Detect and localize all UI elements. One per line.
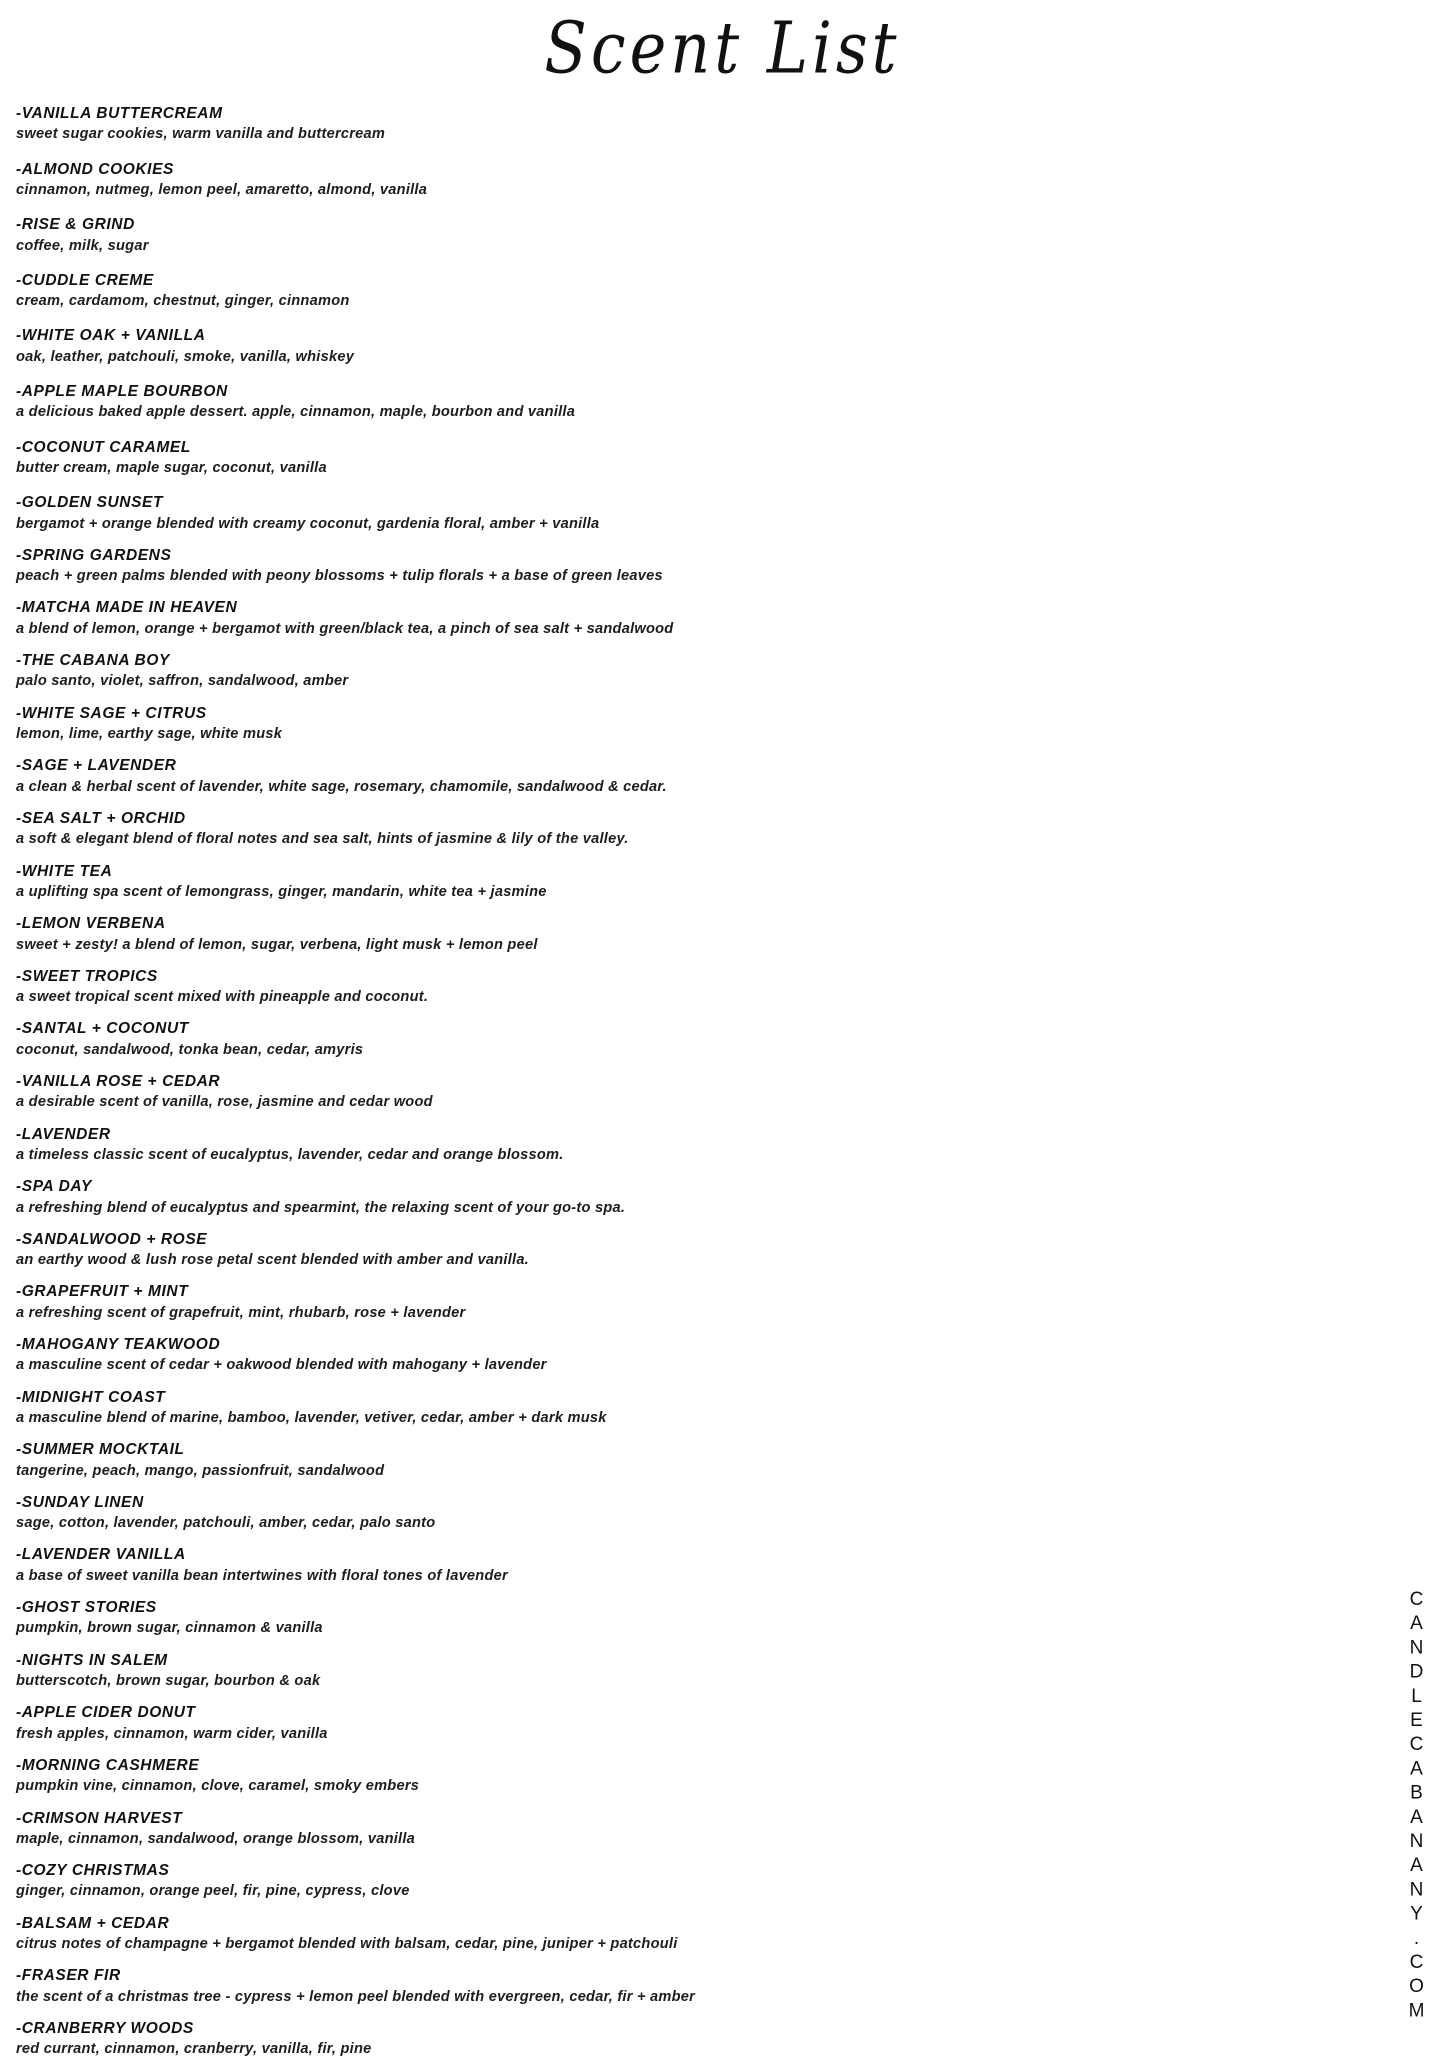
scent-entry — [16, 104, 1316, 144]
scent-entry — [16, 1072, 1316, 1112]
scent-name: -NIGHTS IN SALEM — [16, 1651, 168, 1669]
scent-entry — [16, 382, 1316, 422]
scent-name: -LEMON VERBENA — [16, 915, 166, 933]
scent-name: -SUMMER MOCKTAIL — [16, 1441, 185, 1459]
scent-entry — [16, 1545, 1316, 1585]
scent-entry — [16, 1177, 1316, 1217]
scent-entry — [16, 546, 1316, 586]
scent-entry — [16, 1230, 1316, 1270]
scent-notes: fresh apples, cinnamon, warm cider, vanilla — [16, 1725, 328, 1742]
scent-notes: a refreshing scent of grapefruit, mint, rhubarb, rose + lavender — [16, 1304, 466, 1321]
scent-name: -WHITE SAGE + CITRUS — [16, 704, 207, 722]
scent-name: -CRANBERRY WOODS — [16, 2019, 194, 2037]
scent-name: -GOLDEN SUNSET — [16, 494, 164, 512]
scent-name: -SPA DAY — [16, 1178, 92, 1196]
scent-name: -WHITE TEA — [16, 862, 113, 880]
scent-entry — [16, 271, 1316, 311]
scent-notes: tangerine, peach, mango, passionfruit, sandalwood — [16, 1462, 385, 1479]
scent-name: -FRASER FIR — [16, 1967, 121, 1985]
scent-entry — [16, 1335, 1316, 1375]
scent-name: -SANTAL + COCONUT — [16, 1020, 189, 1038]
scent-entry — [16, 1019, 1316, 1059]
scent-name: -GHOST STORIES — [16, 1599, 157, 1617]
scent-entry — [16, 2019, 1316, 2059]
scent-name: -SWEET TROPICS — [16, 967, 158, 985]
scent-notes: sage, cotton, lavender, patchouli, amber, cedar, palo santo — [16, 1515, 436, 1532]
scent-name: -LAVENDER VANILLA — [16, 1546, 186, 1564]
scent-name: -CUDDLE CREME — [16, 271, 154, 289]
scent-entry — [16, 1703, 1316, 1743]
scent-entry — [16, 809, 1316, 849]
scent-notes: lemon, lime, earthy sage, white musk — [16, 726, 283, 743]
scent-notes: sweet sugar cookies, warm vanilla and buttercream — [16, 126, 386, 143]
scent-notes: a sweet tropical scent mixed with pineapple and coconut. — [16, 989, 429, 1006]
scent-name: -BALSAM + CEDAR — [16, 1914, 170, 1932]
scent-name: -SEA SALT + ORCHID — [16, 809, 186, 827]
scent-notes: coffee, milk, sugar — [16, 237, 149, 254]
scent-notes: a refreshing blend of eucalyptus and spearmint, the relaxing scent of your go-to spa. — [16, 1199, 626, 1216]
scent-name: -COZY CHRISTMAS — [16, 1862, 170, 1880]
scent-entry — [16, 756, 1316, 796]
scent-entry — [16, 1914, 1316, 1954]
scent-name: -THE CABANA BOY — [16, 652, 170, 670]
scent-notes: a base of sweet vanilla bean intertwines with floral tones of lavender — [16, 1567, 508, 1584]
scent-entry — [16, 1440, 1316, 1480]
scent-notes: bergamot + orange blended with creamy coconut, gardenia floral, amber + vanilla — [16, 515, 600, 532]
scent-name: -WHITE OAK + VANILLA — [16, 327, 206, 345]
scent-entry — [16, 1861, 1316, 1901]
scent-list — [16, 104, 1316, 2072]
scent-notes: palo santo, violet, saffron, sandalwood, amber — [16, 673, 349, 690]
scent-entry — [16, 1809, 1316, 1849]
scent-name: -GRAPEFRUIT + MINT — [16, 1283, 189, 1301]
scent-entry — [16, 215, 1316, 255]
scent-name: -SPRING GARDENS — [16, 546, 172, 564]
scent-notes: pumpkin, brown sugar, cinnamon & vanilla — [16, 1620, 323, 1637]
scent-name: -SUNDAY LINEN — [16, 1493, 144, 1511]
scent-entry — [16, 967, 1316, 1007]
scent-entry — [16, 1756, 1316, 1796]
scent-notes: ginger, cinnamon, orange peel, fir, pine, cypress, clove — [16, 1883, 410, 1900]
scent-notes: butter cream, maple sugar, coconut, vanilla — [16, 460, 327, 477]
scent-entry — [16, 1598, 1316, 1638]
scent-entry — [16, 1966, 1316, 2006]
scent-entry — [16, 651, 1316, 691]
website-url: CANDLECABANANY.COM — [1406, 1589, 1427, 2025]
scent-notes: a masculine scent of cedar + oakwood blended with mahogany + lavender — [16, 1357, 547, 1374]
scent-name: -ALMOND COOKIES — [16, 160, 174, 178]
scent-notes: an earthy wood & lush rose petal scent blended with amber and vanilla. — [16, 1252, 529, 1269]
scent-name: -MATCHA MADE IN HEAVEN — [16, 599, 238, 617]
scent-name: -MIDNIGHT COAST — [16, 1388, 166, 1406]
scent-notes: red currant, cinnamon, cranberry, vanilla, fir, pine — [16, 2041, 372, 2058]
scent-name: -MAHOGANY TEAKWOOD — [16, 1336, 221, 1354]
scent-entry — [16, 598, 1316, 638]
scent-notes: a blend of lemon, orange + bergamot with green/black tea, a pinch of sea salt + sandalwood — [16, 620, 674, 637]
scent-notes: pumpkin vine, cinnamon, clove, caramel, smoky embers — [16, 1778, 420, 1795]
scent-entry — [16, 1388, 1316, 1428]
scent-notes: cream, cardamom, chestnut, ginger, cinnamon — [16, 293, 350, 310]
scent-notes: maple, cinnamon, sandalwood, orange blossom, vanilla — [16, 1830, 416, 1847]
scent-notes: peach + green palms blended with peony blossoms + tulip florals + a base of green leaves — [16, 568, 663, 585]
scent-notes: a timeless classic scent of eucalyptus, lavender, cedar and orange blossom. — [16, 1146, 564, 1163]
scent-entry — [16, 1651, 1316, 1691]
scent-notes: a desirable scent of vanilla, rose, jasmine and cedar wood — [16, 1094, 433, 1111]
scent-notes: a delicious baked apple dessert. apple, cinnamon, maple, bourbon and vanilla — [16, 404, 576, 421]
scent-notes: coconut, sandalwood, tonka bean, cedar, amyris — [16, 1041, 364, 1058]
scent-notes: a uplifting spa scent of lemongrass, ginger, mandarin, white tea + jasmine — [16, 883, 547, 900]
scent-name: -CRIMSON HARVEST — [16, 1809, 183, 1827]
scent-entry — [16, 914, 1316, 954]
scent-notes: a masculine blend of marine, bamboo, lavender, vetiver, cedar, amber + dark musk — [16, 1410, 607, 1426]
scent-entry — [16, 438, 1316, 478]
scent-entry — [16, 1493, 1316, 1533]
scent-name: -APPLE CIDER DONUT — [16, 1704, 196, 1722]
scent-notes: a soft & elegant blend of floral notes and sea salt, hints of jasmine & lily of the valley. — [16, 831, 629, 848]
scent-name: -SANDALWOOD + ROSE — [16, 1230, 208, 1248]
scent-entry — [16, 493, 1316, 533]
scent-notes: sweet + zesty! a blend of lemon, sugar, verbena, light musk + lemon peel — [16, 936, 538, 953]
scent-entry — [16, 704, 1316, 744]
page-title: Scent List — [544, 6, 901, 90]
scent-entry — [16, 1125, 1316, 1165]
scent-notes: oak, leather, patchouli, smoke, vanilla, whiskey — [16, 348, 355, 365]
scent-name: -SAGE + LAVENDER — [16, 757, 177, 775]
scent-entry — [16, 326, 1316, 366]
scent-entry — [16, 1282, 1316, 1322]
scent-notes: butterscotch, brown sugar, bourbon & oak — [16, 1673, 321, 1690]
scent-name: -COCONUT CARAMEL — [16, 438, 191, 456]
scent-name: -LAVENDER — [16, 1125, 111, 1143]
scent-name: -VANILLA ROSE + CEDAR — [16, 1072, 221, 1090]
scent-name: -MORNING CASHMERE — [16, 1756, 200, 1774]
scent-entry — [16, 862, 1316, 902]
scent-notes: cinnamon, nutmeg, lemon peel, amaretto, almond, vanilla — [16, 181, 428, 198]
scent-notes: a clean & herbal scent of lavender, white sage, rosemary, chamomile, sandalwood & cedar. — [16, 778, 667, 795]
scent-notes: citrus notes of champagne + bergamot blended with balsam, cedar, pine, juniper + patchouli — [16, 1936, 678, 1953]
scent-entry — [16, 160, 1316, 200]
scent-name: -APPLE MAPLE BOURBON — [16, 383, 228, 401]
scent-notes: the scent of a christmas tree - cypress + lemon peel blended with evergreen, cedar, fir + amber — [16, 1988, 696, 2005]
scent-name: -VANILLA BUTTERCREAM — [16, 105, 223, 122]
scent-name: -RISE & GRIND — [16, 216, 135, 234]
